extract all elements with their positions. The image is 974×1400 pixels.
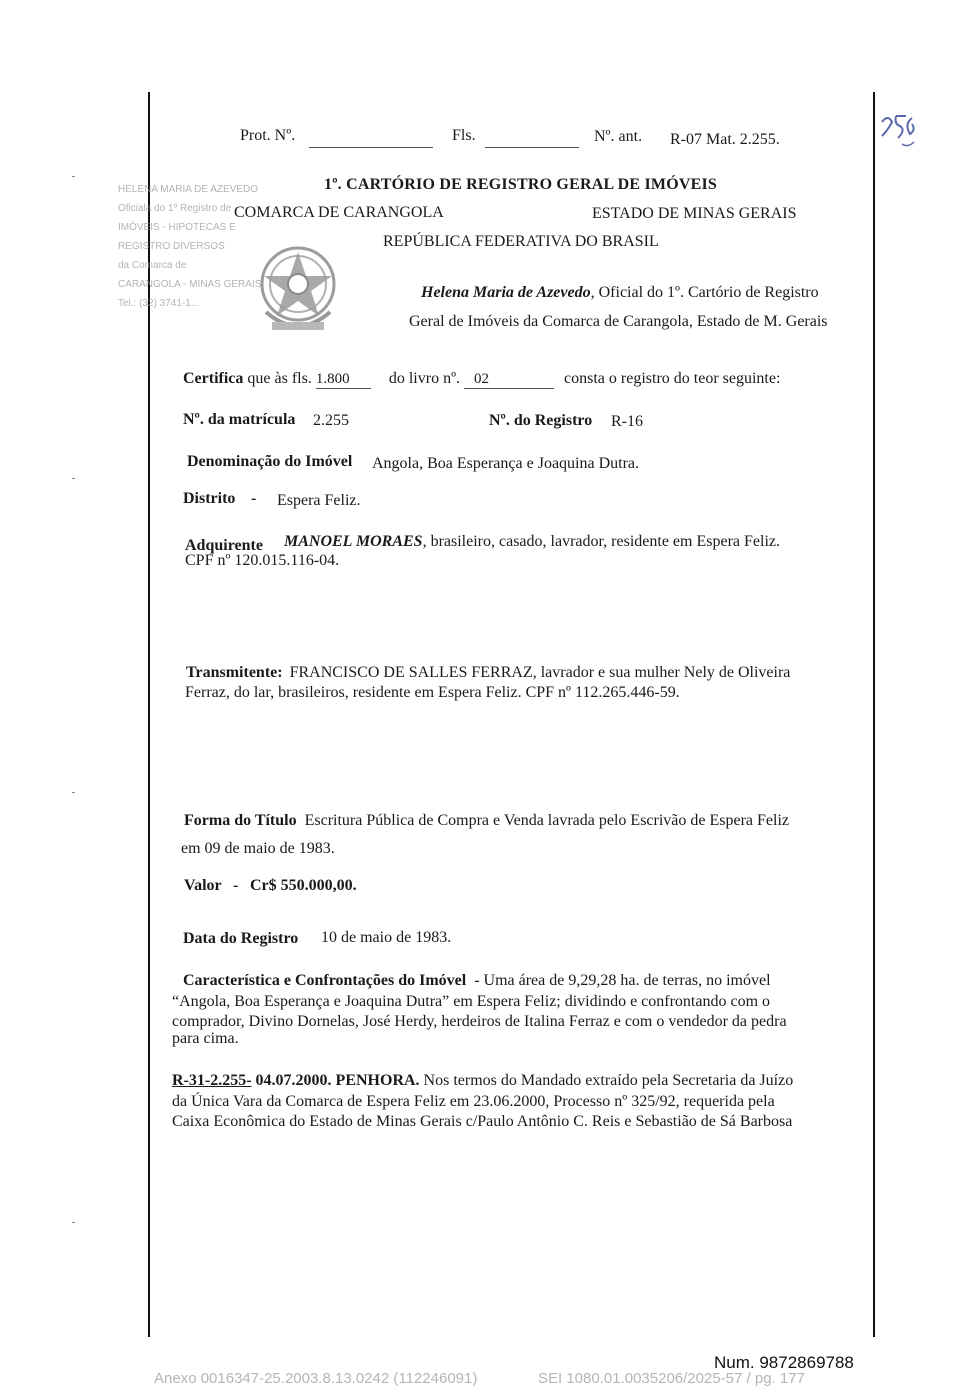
denominacao-label: Denominação do Imóvel — [187, 453, 353, 470]
transmitente-line-1 — [186, 664, 790, 682]
transmitente-line-2: Ferraz, do lar, brasileiros, residente em Espera Feliz. CPF nº 112.265.446-59. — [185, 684, 680, 701]
adquirente-line — [284, 533, 850, 551]
caracteristica-label: Característica e Confrontações do Imóvel — [183, 972, 467, 989]
adquirente-cpf: CPF nº 120.015.116-04. — [185, 552, 340, 569]
officer-name: Helena Maria de Azevedo — [421, 284, 591, 301]
officer-title: , Oficial do 1º. Cartório de Registro — [590, 284, 819, 301]
data-registro-value: 10 de maio de 1983. — [321, 929, 452, 946]
distrito-value: Espera Feliz. — [277, 492, 361, 509]
fls-blank — [485, 147, 579, 148]
distrito-label: Distrito — [183, 490, 236, 507]
right-border-line — [873, 92, 875, 1337]
ant-value: R-07 Mat. 2.255. — [670, 131, 780, 148]
certifica-text-3: consta o registro do teor seguinte: — [564, 370, 781, 387]
denominacao-value: Angola, Boa Esperança e Joaquina Dutra. — [372, 455, 640, 472]
caracteristica-line-2: “Angola, Boa Esperança e Joaquina Dutra” em Espera Feliz; dividindo e confrontando com o — [172, 993, 771, 1010]
transmitente-text-1: FRANCISCO DE SALLES FERRAZ, lavrador e sua mulher Nely de Oliveira — [289, 664, 791, 681]
adquirente-name: MANOEL MORAES — [284, 533, 423, 550]
certifica-text-1: que às fls. — [247, 370, 312, 387]
registry-title: 1º. CARTÓRIO DE REGISTRO GERAL DE IMÓVEIS — [324, 176, 717, 193]
anexo-reference: Anexo 0016347-25.2003.8.13.0242 (112246091) — [154, 1370, 478, 1387]
r31-text-1: Nos termos do Mandado extraído pela Secretaria da Juízo — [423, 1072, 794, 1089]
ant-label: Nº. ant. — [594, 128, 643, 145]
comarca-label: COMARCA DE CARANGOLA — [234, 204, 444, 221]
caracteristica-line-3: comprador, Divino Dornelas, José Herdy, herdeiros de Italina Ferraz e com o vendedor da pedra — [172, 1013, 787, 1030]
republica-label: REPÚBLICA FEDERATIVA DO BRASIL — [383, 233, 659, 250]
r31-line-1 — [172, 1072, 793, 1090]
registro-value: R-16 — [611, 413, 643, 430]
forma-label: Forma do Título — [184, 812, 297, 829]
registry-stamp — [118, 180, 268, 350]
certifica-livro: 02 — [464, 371, 554, 389]
forma-line-1 — [184, 812, 789, 830]
r31-date-title: 04.07.2000. PENHORA. — [255, 1072, 420, 1089]
caracteristica-text-1: - Uma área de 9,29,28 ha. de terras, no imóvel — [474, 972, 771, 989]
stamp-line: Tel.: (32) 3741-1... — [118, 298, 200, 309]
certifica-label: Certifica — [183, 370, 244, 387]
prot-blank — [309, 147, 433, 148]
officer-line-1 — [421, 284, 819, 302]
stamp-line: REGISTRO DIVERSOS — [118, 241, 225, 252]
certifica-fls: 1.800 — [316, 371, 371, 389]
registro-label: Nº. do Registro — [489, 412, 593, 429]
officer-line-2: Geral de Imóveis da Comarca de Carangola, Estado de M. Gerais — [409, 313, 828, 330]
margin-tick — [72, 478, 75, 479]
r31-line-3: Caixa Econômica do Estado de Minas Gerais c/Paulo Antônio C. Reis e Sebastião de Sá Barbosa — [172, 1113, 793, 1130]
transmitente-label: Transmitente: — [186, 664, 283, 681]
certifica-line — [183, 370, 780, 389]
handwritten-page-number — [874, 108, 924, 154]
sei-reference: SEI 1080.01.0035206/2025-57 / pg. 177 — [538, 1370, 805, 1387]
margin-tick — [72, 176, 75, 177]
coat-of-arms-seal — [252, 238, 344, 340]
distrito-separator: - — [251, 490, 257, 507]
adquirente-label: Adquirente — [185, 537, 263, 554]
valor-label: Valor — [184, 877, 222, 894]
stamp-line: IMÓVEIS - HIPOTECAS E — [118, 222, 236, 233]
r31-code: R-31-2.255- — [172, 1072, 252, 1089]
stamp-line: CARANGOLA - MINAS GERAIS — [118, 279, 262, 290]
stamp-line: Oficiala do 1º Registro de — [118, 203, 232, 214]
forma-text-1: Escritura Pública de Compra e Venda lavrada pelo Escrivão de Espera Feliz — [304, 812, 790, 829]
margin-tick — [72, 1222, 75, 1223]
data-registro-label: Data do Registro — [183, 930, 299, 947]
forma-line-2: em 09 de maio de 1983. — [181, 840, 335, 857]
valor-separator: - — [233, 877, 239, 894]
estado-label: ESTADO DE MINAS GERAIS — [592, 205, 797, 222]
matricula-value: 2.255 — [313, 412, 349, 429]
margin-tick — [72, 792, 75, 793]
fls-label: Fls. — [452, 127, 476, 144]
adquirente-details: , brasileiro, casado, lavrador, residente em Espera Feliz. — [422, 533, 780, 550]
caracteristica-line-4: para cima. — [172, 1030, 239, 1047]
stamp-line: HELENA MARIA DE AZEVEDO — [118, 184, 259, 195]
matricula-label: Nº. da matrícula — [183, 411, 296, 428]
caracteristica-line-1 — [183, 972, 771, 990]
r31-line-2: da Única Vara da Comarca de Espera Feliz em 23.06.2000, Processo nº 325/92, requerida pela — [172, 1093, 775, 1110]
valor-value: Cr$ 550.000,00. — [250, 877, 357, 894]
stamp-line: da Comarca de — [118, 260, 187, 271]
certifica-text-2: do livro nº. — [388, 370, 461, 387]
document-number: Num. 9872869788 — [714, 1353, 854, 1372]
prot-label: Prot. Nº. — [240, 127, 296, 144]
